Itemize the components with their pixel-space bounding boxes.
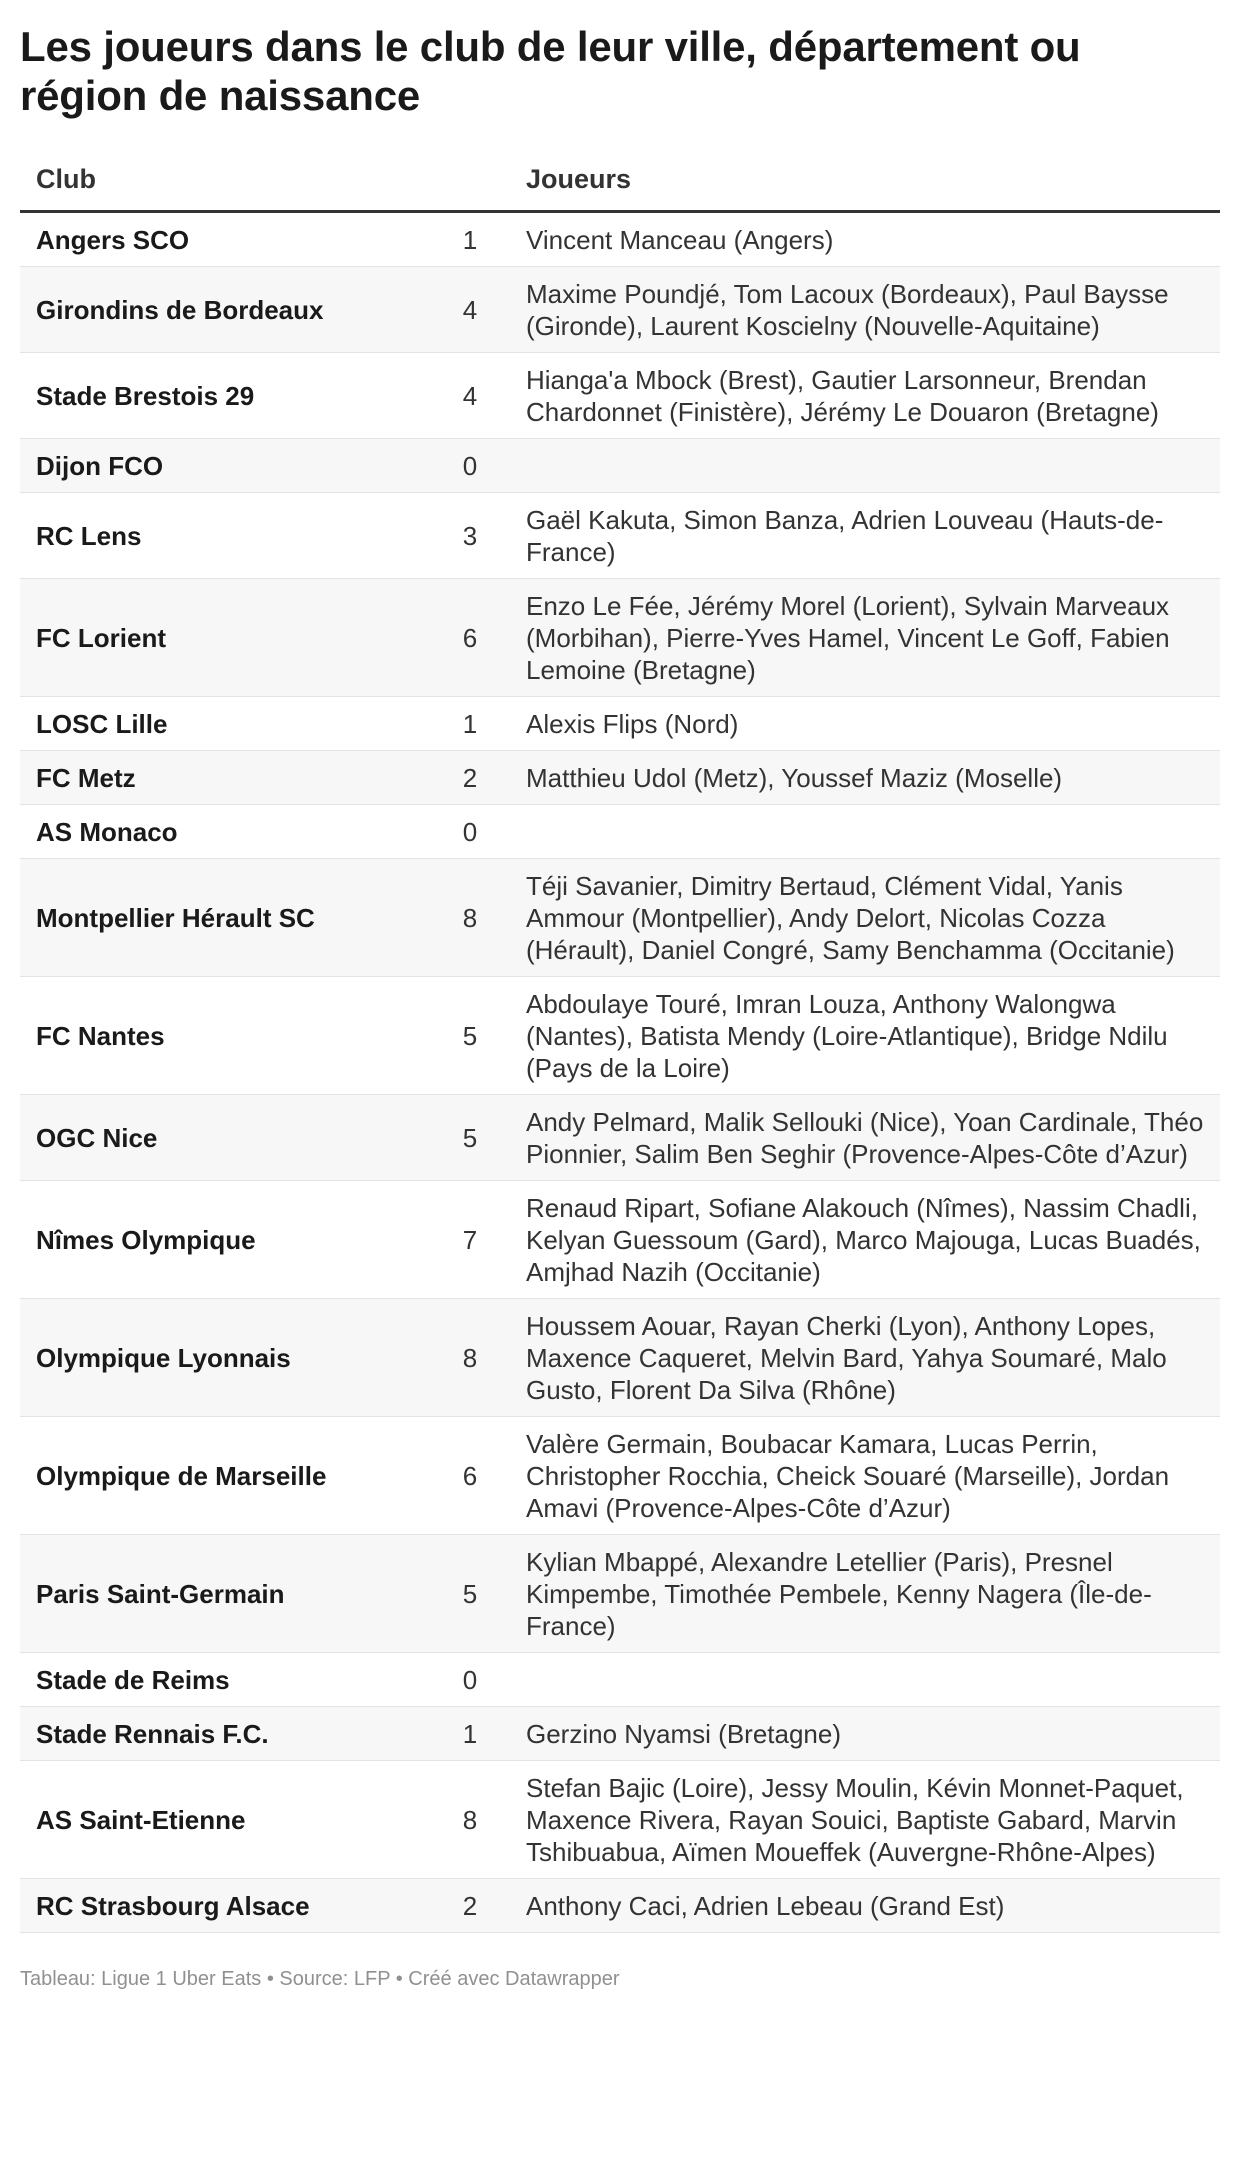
- club-cell: Stade de Reims: [20, 1653, 430, 1707]
- players-cell: Téji Savanier, Dimitry Bertaud, Clément Vidal, Yanis Ammour (Montpellier), Andy Delort, Nicolas Cozza (Hérault), Daniel Congré, Samy Benchamma (Occitanie): [510, 859, 1220, 977]
- players-cell: Stefan Bajic (Loire), Jessy Moulin, Kévin Monnet-Paquet, Maxence Rivera, Rayan Souici, Baptiste Gabard, Marvin Tshibuabua, Aïmen Moueffek (Auvergne-Rhône-Alpes): [510, 1761, 1220, 1879]
- count-cell: 8: [430, 1761, 510, 1879]
- players-cell: Maxime Poundjé, Tom Lacoux (Bordeaux), Paul Baysse (Gironde), Laurent Koscielny (Nouvelle-Aquitaine): [510, 267, 1220, 353]
- count-cell: 2: [430, 751, 510, 805]
- club-cell: FC Lorient: [20, 579, 430, 697]
- players-cell: Renaud Ripart, Sofiane Alakouch (Nîmes), Nassim Chadli, Kelyan Guessoum (Gard), Marco Majouga, Lucas Buadés, Amjhad Nazih (Occitanie): [510, 1181, 1220, 1299]
- table-row: [20, 1707, 1220, 1761]
- club-cell: Montpellier Hérault SC: [20, 859, 430, 977]
- table-row: [20, 493, 1220, 579]
- table-row: [20, 579, 1220, 697]
- players-cell: Matthieu Udol (Metz), Youssef Maziz (Moselle): [510, 751, 1220, 805]
- table-row: [20, 1761, 1220, 1879]
- table-row: [20, 212, 1220, 267]
- players-cell: Houssem Aouar, Rayan Cherki (Lyon), Anthony Lopes, Maxence Caqueret, Melvin Bard, Yahya Soumaré, Malo Gusto, Florent Da Silva (Rhône): [510, 1299, 1220, 1417]
- club-cell: AS Saint-Etienne: [20, 1761, 430, 1879]
- table-row: [20, 1299, 1220, 1417]
- table-row: [20, 697, 1220, 751]
- column-header-club: Club: [20, 164, 430, 212]
- club-cell: Angers SCO: [20, 212, 430, 267]
- players-cell: Kylian Mbappé, Alexandre Letellier (Paris), Presnel Kimpembe, Timothée Pembele, Kenny Nagera (Île-de-France): [510, 1535, 1220, 1653]
- players-cell: Hianga'a Mbock (Brest), Gautier Larsonneur, Brendan Chardonnet (Finistère), Jérémy Le Douaron (Bretagne): [510, 353, 1220, 439]
- club-cell: Dijon FCO: [20, 439, 430, 493]
- count-cell: 5: [430, 977, 510, 1095]
- players-cell: Gerzino Nyamsi (Bretagne): [510, 1707, 1220, 1761]
- players-cell: [510, 805, 1220, 859]
- club-cell: RC Strasbourg Alsace: [20, 1879, 430, 1933]
- count-cell: 4: [430, 353, 510, 439]
- players-cell: [510, 439, 1220, 493]
- table-row: [20, 977, 1220, 1095]
- page-title: Les joueurs dans le club de leur ville, département ou région de naissance: [20, 23, 1081, 119]
- club-cell: Stade Brestois 29: [20, 353, 430, 439]
- players-cell: Vincent Manceau (Angers): [510, 212, 1220, 267]
- club-cell: Girondins de Bordeaux: [20, 267, 430, 353]
- club-cell: LOSC Lille: [20, 697, 430, 751]
- players-cell: Alexis Flips (Nord): [510, 697, 1220, 751]
- club-cell: AS Monaco: [20, 805, 430, 859]
- table-header: [20, 164, 1220, 212]
- table-row: [20, 859, 1220, 977]
- table-row: [20, 267, 1220, 353]
- players-cell: Anthony Caci, Adrien Lebeau (Grand Est): [510, 1879, 1220, 1933]
- column-header-players: Joueurs: [510, 164, 1220, 212]
- count-cell: 1: [430, 1707, 510, 1761]
- table-row: [20, 439, 1220, 493]
- table-row: [20, 1653, 1220, 1707]
- table-row: [20, 1879, 1220, 1933]
- players-cell: Gaël Kakuta, Simon Banza, Adrien Louveau (Hauts-de-France): [510, 493, 1220, 579]
- count-cell: 0: [430, 1653, 510, 1707]
- count-cell: 5: [430, 1535, 510, 1653]
- players-table: [20, 164, 1220, 1933]
- table-row: [20, 751, 1220, 805]
- count-cell: 5: [430, 1095, 510, 1181]
- count-cell: 0: [430, 805, 510, 859]
- count-cell: 6: [430, 579, 510, 697]
- header-row: [20, 164, 1220, 212]
- footer-credits: Tableau: Ligue 1 Uber Eats • Source: LFP • Créé avec Datawrapper: [20, 1968, 620, 1990]
- table-row: [20, 1535, 1220, 1653]
- players-cell: Andy Pelmard, Malik Sellouki (Nice), Yoan Cardinale, Théo Pionnier, Salim Ben Seghir (Provence-Alpes-Côte d’Azur): [510, 1095, 1220, 1181]
- count-cell: 3: [430, 493, 510, 579]
- count-cell: 7: [430, 1181, 510, 1299]
- club-cell: FC Metz: [20, 751, 430, 805]
- table-row: [20, 1095, 1220, 1181]
- count-cell: 1: [430, 212, 510, 267]
- club-cell: Nîmes Olympique: [20, 1181, 430, 1299]
- players-cell: [510, 1653, 1220, 1707]
- club-cell: OGC Nice: [20, 1095, 430, 1181]
- count-cell: 8: [430, 1299, 510, 1417]
- count-cell: 0: [430, 439, 510, 493]
- count-cell: 4: [430, 267, 510, 353]
- count-cell: 6: [430, 1417, 510, 1535]
- club-cell: Olympique de Marseille: [20, 1417, 430, 1535]
- table-row: [20, 1181, 1220, 1299]
- players-cell: Abdoulaye Touré, Imran Louza, Anthony Walongwa (Nantes), Batista Mendy (Loire-Atlantique), Bridge Ndilu (Pays de la Loire): [510, 977, 1220, 1095]
- count-cell: 1: [430, 697, 510, 751]
- table-row: [20, 1417, 1220, 1535]
- count-cell: 8: [430, 859, 510, 977]
- club-cell: Stade Rennais F.C.: [20, 1707, 430, 1761]
- club-cell: RC Lens: [20, 493, 430, 579]
- club-cell: Paris Saint-Germain: [20, 1535, 430, 1653]
- players-cell: Enzo Le Fée, Jérémy Morel (Lorient), Sylvain Marveaux (Morbihan), Pierre-Yves Hamel, Vincent Le Goff, Fabien Lemoine (Bretagne): [510, 579, 1220, 697]
- club-cell: FC Nantes: [20, 977, 430, 1095]
- count-cell: 2: [430, 1879, 510, 1933]
- table-body: [20, 212, 1220, 1933]
- column-header-count: [430, 164, 510, 212]
- players-cell: Valère Germain, Boubacar Kamara, Lucas Perrin, Christopher Rocchia, Cheick Souaré (Marseille), Jordan Amavi (Provence-Alpes-Côte d’Azur): [510, 1417, 1220, 1535]
- table-row: [20, 353, 1220, 439]
- table-row: [20, 805, 1220, 859]
- club-cell: Olympique Lyonnais: [20, 1299, 430, 1417]
